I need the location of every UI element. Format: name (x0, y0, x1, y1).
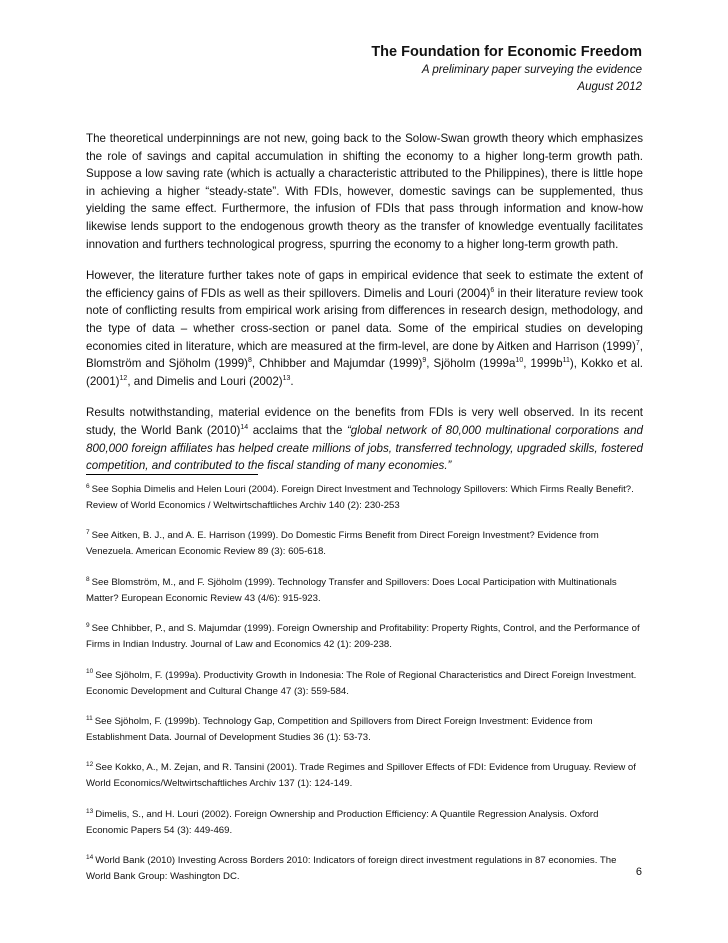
footnote-8 (86, 575, 643, 607)
paragraph-2-text: . (290, 374, 294, 388)
footnote-9 (86, 621, 643, 653)
footnote-ref-6[interactable]: 6 (490, 286, 495, 294)
footnote-text: See Chhibber, P., and S. Majumdar (1999). Foreign Ownership and Profitability: Property Rights, Control, and the Performance of Firms in Indian Industry. Journal of Law and Economics 42 (1): 209-238. (86, 623, 640, 651)
footnote-ref-8[interactable]: 8 (248, 357, 252, 365)
footnotes (86, 482, 643, 900)
paragraph-2-text: However, the literature further takes note of gaps in empirical evidence that seek to estimate the extent of the efficiency gains of FDIs as well as their spillovers. Dimelis and Louri (2004) (86, 269, 643, 300)
footnote-text: Dimelis, S., and H. Louri (2002). Foreign Ownership and Production Efficiency: A Quantile Regression Analysis. Oxford Economic Papers 54 (3): 449-469. (86, 808, 599, 836)
paragraph-2 (86, 267, 643, 390)
footnote-text: See Sjöholm, F. (1999b). Technology Gap, Competition and Spillovers from Direct Foreign Investment: Evidence from Establishment Data. Journal of Development Studies 36 (1): 53-73. (86, 715, 593, 743)
footnote-text: See Kokko, A., M. Zejan, and R. Tansini (2001). Trade Regimes and Spillover Effects of FDI: Evidence from Uruguay. Review of World Economics/Weltwirtschaftliches Archiv 137 (1): 124-149. (86, 762, 636, 790)
paragraph-2-text: , 1999b (523, 357, 563, 371)
paragraph-2-text: , Chhibber and Majumdar (1999) (251, 357, 423, 371)
footnote-number: 10 (86, 668, 94, 676)
paragraph-2-text: ), Kokko et al. (2001) (86, 357, 643, 388)
footnote-number: 7 (86, 529, 90, 537)
paragraph-2-text: in their literature review took note of conflicting results from empirical work arising from differences in research design, methodology, and the type of data – whether cross-section or panel data. Some of the empirical studies on developing economies cited in literature, which are measured at the firm-level, are done by Aitken and Harrison (1999) (86, 286, 643, 353)
paragraph-3-text: Results notwithstanding, material evidence on the benefits from FDIs is very well observed. In its recent study, the World Bank (2010) (86, 406, 643, 437)
footnote-ref-9[interactable]: 9 (422, 357, 427, 365)
footnote-6 (86, 482, 643, 514)
page-header (371, 42, 642, 96)
paragraph-2-text: , Sjöholm (1999a (426, 357, 516, 371)
header-date: August 2012 (577, 81, 642, 93)
footnote-ref-11[interactable]: 11 (562, 357, 570, 365)
footnote-13 (86, 807, 643, 839)
paragraph-3-text: acclaims that the (248, 423, 347, 437)
footnote-ref-12[interactable]: 12 (119, 374, 128, 382)
footnote-11 (86, 714, 643, 746)
footnote-ref-14[interactable]: 14 (240, 424, 249, 432)
footnote-7 (86, 528, 643, 560)
page-number: 6 (635, 866, 642, 878)
header-title: The Foundation for Economic Freedom (371, 44, 642, 60)
footnote-ref-7[interactable]: 7 (635, 339, 640, 347)
footnote-ref-13[interactable]: 13 (282, 374, 291, 382)
paragraph-3 (86, 404, 643, 474)
paragraph-2-text: , Blomström and Sjöholm (1999) (86, 339, 643, 371)
footnote-10 (86, 668, 643, 700)
footnote-number: 9 (86, 621, 90, 629)
footnote-number: 13 (86, 807, 94, 815)
footnote-text: See Aitken, B. J., and A. E. Harrison (1999). Do Domestic Firms Benefit from Direct Foreign Investment? Evidence from Venezuela. American Economic Review 89 (3): 605-618. (86, 530, 599, 558)
paragraph-1: The theoretical underpinnings are not new, going back to the Solow-Swan growth theory which emphasizes the role of savings and capital accumulation in shifting the economy to a higher long-term growth path. Suppose a low saving rate (which is actually a characteristic attributed to the Philippines), there is little hope in achieving a higher “steady-state”. With FDIs, however, domestic savings can be supplemented, thus yielding the same effect. Furthermore, the infusion of FDIs that pass through information and know-how likewise lends support to the endogenous growth theory as the transfer of knowledge eventually facilitates innovation and furthers technological progress, spurring the economy to a higher long-term growth path. (86, 132, 643, 251)
footnote-text: World Bank (2010) Investing Across Borders 2010: Indicators of foreign direct investment regulations in 87 economies. The World Bank Group: Washington DC. (86, 855, 617, 883)
footnote-number: 6 (86, 482, 90, 490)
footnote-ref-10[interactable]: 10 (515, 357, 524, 365)
footnote-number: 14 (86, 853, 94, 861)
footnote-text: See Sophia Dimelis and Helen Louri (2004). Foreign Direct Investment and Technology Spillovers: Which Firms Really Benefit?. Review of World Economics / Weltwirtschaftliches Archiv 140 (2): 230-253 (86, 484, 634, 511)
footnote-12 (86, 760, 643, 792)
footnote-number: 8 (86, 575, 90, 583)
footnote-text: See Blomström, M., and F. Sjöholm (1999). Technology Transfer and Spillovers: Does Local Participation with Multinationals Matter? European Economic Review 43 (4/6): 915-923. (86, 576, 617, 604)
footnote-number: 11 (86, 714, 93, 722)
world-bank-quote: “global network of 80,000 multinational corporations and 800,000 foreign affiliates has helped create millions of jobs, transferred technology, upgraded skills, fostered competition, and contributed to the fiscal standing of many economies.” (86, 423, 643, 473)
footnote-14 (86, 853, 643, 885)
paragraph-2-text: , and Dimelis and Louri (2002) (127, 374, 283, 388)
body-text (86, 130, 643, 489)
header-subtitle: A preliminary paper surveying the evidence (421, 64, 642, 76)
footnote-text: See Sjöholm, F. (1999a). Productivity Growth in Indonesia: The Role of Regional Characteristics and Direct Foreign Investment. Economic Development and Cultural Change 47 (3): 559-584. (86, 669, 637, 697)
footnote-number: 12 (86, 761, 94, 769)
footnote-separator (86, 474, 258, 475)
